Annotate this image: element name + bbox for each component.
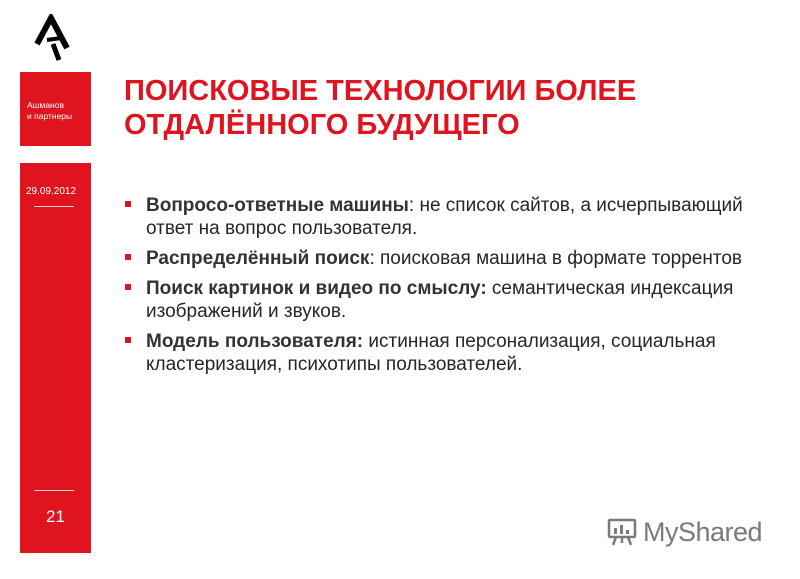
bullet-term: Поиск картинок и видео по смыслу: [146, 278, 487, 299]
myshared-watermark[interactable] [606, 516, 762, 548]
brand-name-line2: и партнеры [27, 111, 73, 121]
bullet-marker-icon [125, 201, 131, 207]
bullet-term: Модель пользователя: [146, 331, 364, 352]
bullet-text: : не список сайтов, а исчерпывающий ответ на вопрос пользователя. [146, 195, 743, 239]
ashmanov-logo-icon [33, 14, 73, 64]
bullet-marker-icon [125, 337, 131, 343]
bullet-item [122, 247, 762, 270]
slide-date: 29.09.2012 [26, 186, 77, 197]
slide-title-line1: ПОИСКОВЫЕ ТЕХНОЛОГИИ БОЛЕЕ [124, 75, 637, 107]
brand-name-line1: Ашманов [27, 100, 64, 110]
bullet-item [122, 277, 762, 323]
brand-block [20, 72, 91, 146]
bullet-text: : поисковая машина в формате торрентов [369, 248, 742, 269]
presentation-board-icon [606, 516, 638, 548]
slide-title [124, 74, 764, 142]
bullet-term: Вопросо-ответные машины [146, 195, 409, 216]
bullet-list [122, 194, 762, 383]
bullet-text: семантическая индексация изображений и звуков. [146, 278, 734, 322]
bullet-item [122, 194, 762, 240]
slide-title-line2: ОТДАЛЁННОГО БУДУЩЕГО [124, 109, 520, 141]
date-divider [34, 206, 74, 207]
bullet-text: истинная персонализация, социальная кластеризация, психотипы пользователей. [146, 331, 716, 375]
bullet-marker-icon [125, 254, 131, 260]
bullet-term: Распределённый поиск [146, 248, 370, 269]
bullet-item [122, 330, 762, 376]
page-number: 21 [46, 507, 65, 526]
page-number-divider [34, 490, 74, 491]
watermark-text: MyShared [643, 516, 763, 547]
bullet-marker-icon [125, 284, 131, 290]
side-panel [20, 163, 91, 553]
